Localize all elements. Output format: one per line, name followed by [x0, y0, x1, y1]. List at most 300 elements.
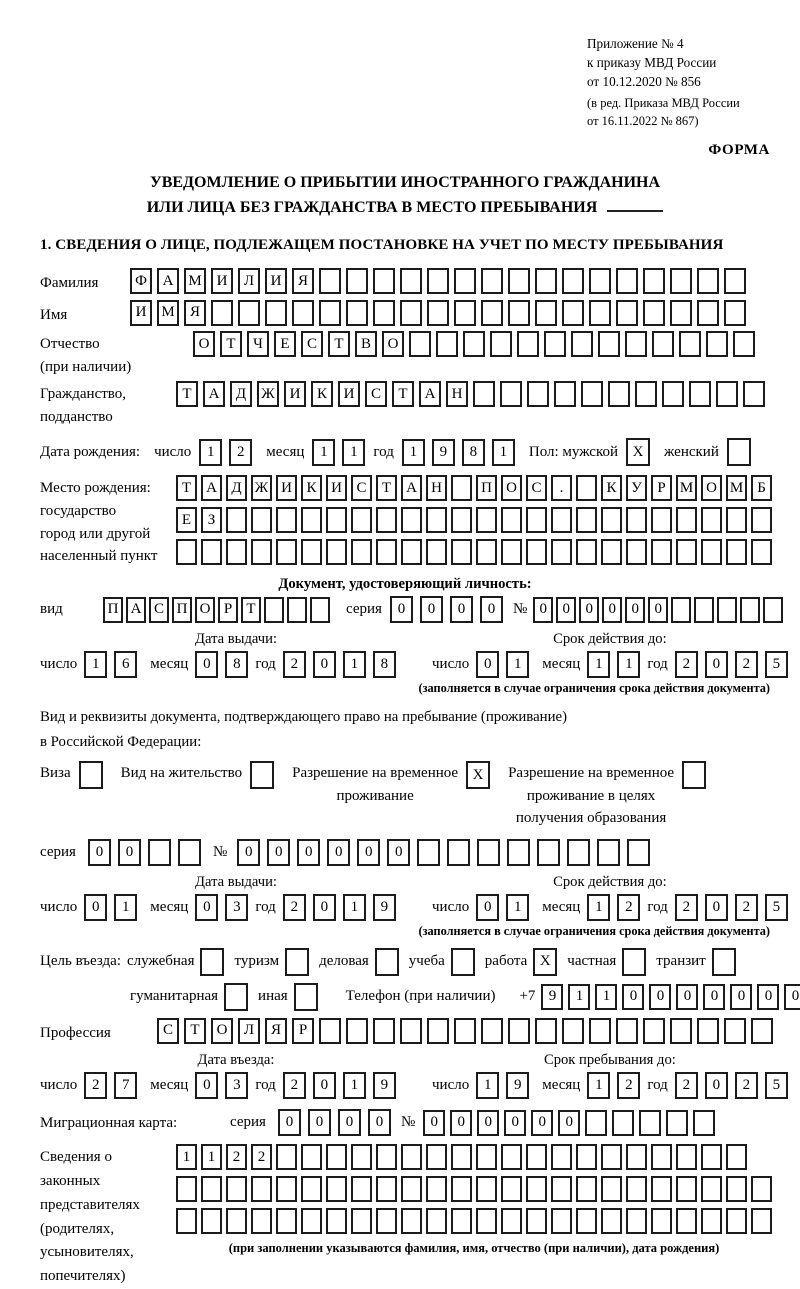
char-cell[interactable]: [616, 1018, 638, 1044]
purpose-transit-checkbox[interactable]: [712, 948, 736, 976]
char-cell[interactable]: [726, 1144, 747, 1170]
char-cell[interactable]: [676, 539, 697, 565]
char-cell[interactable]: Т: [328, 331, 350, 357]
char-cell[interactable]: [701, 1208, 722, 1234]
char-cell[interactable]: [426, 507, 447, 533]
char-cell[interactable]: Т: [176, 381, 198, 407]
char-cell[interactable]: 0: [476, 651, 499, 678]
char-cell[interactable]: 9: [432, 439, 455, 466]
purpose-business-checkbox[interactable]: [375, 948, 399, 976]
char-cell[interactable]: З: [201, 507, 222, 533]
char-cell[interactable]: 0: [297, 839, 320, 866]
char-cell[interactable]: [601, 507, 622, 533]
char-cell[interactable]: Д: [230, 381, 252, 407]
char-cell[interactable]: 5: [765, 651, 788, 678]
char-cell[interactable]: [589, 300, 611, 326]
char-cell[interactable]: [670, 1018, 692, 1044]
char-cell[interactable]: [726, 1176, 747, 1202]
char-cell[interactable]: [454, 268, 476, 294]
char-cell[interactable]: [427, 1018, 449, 1044]
char-cell[interactable]: [598, 331, 620, 357]
char-cell[interactable]: 1: [343, 1072, 366, 1099]
char-cell[interactable]: [351, 1176, 372, 1202]
char-cell[interactable]: [476, 1208, 497, 1234]
char-cell[interactable]: 0: [195, 894, 218, 921]
char-cell[interactable]: [276, 1208, 297, 1234]
char-cell[interactable]: 0: [705, 894, 728, 921]
char-cell[interactable]: [427, 268, 449, 294]
char-cell[interactable]: [517, 331, 539, 357]
char-cell[interactable]: [589, 1018, 611, 1044]
char-cell[interactable]: 0: [368, 1109, 391, 1136]
char-cell[interactable]: [576, 475, 597, 501]
char-cell[interactable]: [679, 331, 701, 357]
char-cell[interactable]: [400, 1018, 422, 1044]
char-cell[interactable]: [351, 1208, 372, 1234]
char-cell[interactable]: 9: [373, 894, 396, 921]
char-cell[interactable]: [576, 1144, 597, 1170]
char-cell[interactable]: [589, 268, 611, 294]
char-cell[interactable]: [427, 300, 449, 326]
char-cell[interactable]: Н: [426, 475, 447, 501]
char-cell[interactable]: 0: [118, 839, 141, 866]
char-cell[interactable]: [251, 1176, 272, 1202]
char-cell[interactable]: [426, 539, 447, 565]
char-cell[interactable]: [251, 507, 272, 533]
char-cell[interactable]: 2: [675, 1072, 698, 1099]
purpose-other-checkbox[interactable]: [294, 983, 318, 1011]
char-cell[interactable]: [643, 300, 665, 326]
char-cell[interactable]: С: [157, 1018, 179, 1044]
char-cell[interactable]: Т: [184, 1018, 206, 1044]
char-cell[interactable]: [226, 539, 247, 565]
char-cell[interactable]: [476, 507, 497, 533]
char-cell[interactable]: [319, 1018, 341, 1044]
char-cell[interactable]: П: [172, 597, 192, 623]
char-cell[interactable]: 8: [225, 651, 248, 678]
char-cell[interactable]: [751, 507, 772, 533]
char-cell[interactable]: [626, 507, 647, 533]
char-cell[interactable]: 0: [531, 1110, 553, 1136]
char-cell[interactable]: [301, 1208, 322, 1234]
char-cell[interactable]: 5: [765, 894, 788, 921]
char-cell[interactable]: [726, 1208, 747, 1234]
char-cell[interactable]: [351, 539, 372, 565]
char-cell[interactable]: 0: [327, 839, 350, 866]
char-cell[interactable]: У: [626, 475, 647, 501]
char-cell[interactable]: И: [265, 268, 287, 294]
char-cell[interactable]: 0: [84, 894, 107, 921]
char-cell[interactable]: [676, 1144, 697, 1170]
char-cell[interactable]: [670, 268, 692, 294]
char-cell[interactable]: 6: [114, 651, 137, 678]
char-cell[interactable]: [535, 300, 557, 326]
char-cell[interactable]: 1: [587, 894, 610, 921]
char-cell[interactable]: [651, 539, 672, 565]
char-cell[interactable]: [447, 839, 470, 866]
char-cell[interactable]: [326, 539, 347, 565]
char-cell[interactable]: Т: [392, 381, 414, 407]
char-cell[interactable]: [400, 268, 422, 294]
char-cell[interactable]: 2: [735, 1072, 758, 1099]
char-cell[interactable]: [376, 1144, 397, 1170]
char-cell[interactable]: 1: [506, 894, 529, 921]
char-cell[interactable]: [454, 300, 476, 326]
char-cell[interactable]: 0: [313, 651, 336, 678]
char-cell[interactable]: 0: [195, 651, 218, 678]
char-cell[interactable]: 8: [462, 439, 485, 466]
char-cell[interactable]: 9: [541, 984, 563, 1010]
char-cell[interactable]: М: [184, 268, 206, 294]
char-cell[interactable]: [251, 539, 272, 565]
char-cell[interactable]: [551, 539, 572, 565]
char-cell[interactable]: [716, 381, 738, 407]
temp-residence-education-checkbox[interactable]: [682, 761, 706, 789]
char-cell[interactable]: [276, 1176, 297, 1202]
char-cell[interactable]: [310, 597, 330, 623]
char-cell[interactable]: [476, 1144, 497, 1170]
char-cell[interactable]: Т: [176, 475, 197, 501]
char-cell[interactable]: А: [203, 381, 225, 407]
char-cell[interactable]: Р: [292, 1018, 314, 1044]
char-cell[interactable]: [301, 539, 322, 565]
char-cell[interactable]: Д: [226, 475, 247, 501]
char-cell[interactable]: [436, 331, 458, 357]
char-cell[interactable]: 0: [450, 596, 473, 623]
char-cell[interactable]: Я: [184, 300, 206, 326]
char-cell[interactable]: 5: [765, 1072, 788, 1099]
char-cell[interactable]: [508, 300, 530, 326]
char-cell[interactable]: Ф: [130, 268, 152, 294]
char-cell[interactable]: [346, 268, 368, 294]
char-cell[interactable]: [481, 268, 503, 294]
char-cell[interactable]: [701, 1176, 722, 1202]
char-cell[interactable]: [601, 1208, 622, 1234]
char-cell[interactable]: .: [551, 475, 572, 501]
purpose-private-checkbox[interactable]: [622, 948, 646, 976]
char-cell[interactable]: [373, 1018, 395, 1044]
char-cell[interactable]: Е: [274, 331, 296, 357]
char-cell[interactable]: [697, 300, 719, 326]
char-cell[interactable]: 1: [84, 651, 107, 678]
char-cell[interactable]: [346, 1018, 368, 1044]
char-cell[interactable]: С: [301, 331, 323, 357]
char-cell[interactable]: К: [311, 381, 333, 407]
char-cell[interactable]: 0: [705, 651, 728, 678]
char-cell[interactable]: [526, 507, 547, 533]
char-cell[interactable]: 2: [283, 651, 306, 678]
char-cell[interactable]: 0: [195, 1072, 218, 1099]
char-cell[interactable]: [501, 1208, 522, 1234]
char-cell[interactable]: [201, 539, 222, 565]
char-cell[interactable]: 0: [649, 984, 671, 1010]
residence-permit-checkbox[interactable]: [250, 761, 274, 789]
char-cell[interactable]: [238, 300, 260, 326]
char-cell[interactable]: [551, 1176, 572, 1202]
char-cell[interactable]: [576, 507, 597, 533]
char-cell[interactable]: 0: [480, 596, 503, 623]
char-cell[interactable]: [612, 1110, 634, 1136]
char-cell[interactable]: 0: [648, 597, 668, 623]
char-cell[interactable]: Т: [376, 475, 397, 501]
char-cell[interactable]: [576, 1208, 597, 1234]
char-cell[interactable]: [763, 597, 783, 623]
char-cell[interactable]: 8: [373, 651, 396, 678]
char-cell[interactable]: 0: [313, 1072, 336, 1099]
char-cell[interactable]: [717, 597, 737, 623]
char-cell[interactable]: [626, 1176, 647, 1202]
temp-residence-checkbox[interactable]: X: [466, 761, 490, 789]
char-cell[interactable]: [651, 1208, 672, 1234]
char-cell[interactable]: 1: [402, 439, 425, 466]
char-cell[interactable]: [585, 1110, 607, 1136]
char-cell[interactable]: [451, 475, 472, 501]
char-cell[interactable]: [476, 1176, 497, 1202]
char-cell[interactable]: [178, 839, 201, 866]
char-cell[interactable]: [676, 1208, 697, 1234]
char-cell[interactable]: 1: [568, 984, 590, 1010]
char-cell[interactable]: 1: [201, 1144, 222, 1170]
char-cell[interactable]: [751, 1018, 773, 1044]
char-cell[interactable]: К: [301, 475, 322, 501]
char-cell[interactable]: 0: [423, 1110, 445, 1136]
char-cell[interactable]: 0: [308, 1109, 331, 1136]
char-cell[interactable]: [743, 381, 765, 407]
sex-female-checkbox[interactable]: [727, 438, 751, 466]
char-cell[interactable]: [326, 1176, 347, 1202]
char-cell[interactable]: 1: [492, 439, 515, 466]
char-cell[interactable]: [211, 300, 233, 326]
char-cell[interactable]: 0: [730, 984, 752, 1010]
char-cell[interactable]: Н: [446, 381, 468, 407]
char-cell[interactable]: М: [676, 475, 697, 501]
char-cell[interactable]: [597, 839, 620, 866]
char-cell[interactable]: 1: [506, 651, 529, 678]
char-cell[interactable]: [643, 1018, 665, 1044]
char-cell[interactable]: [477, 839, 500, 866]
char-cell[interactable]: 2: [617, 1072, 640, 1099]
char-cell[interactable]: [490, 331, 512, 357]
char-cell[interactable]: Е: [176, 507, 197, 533]
char-cell[interactable]: 1: [343, 651, 366, 678]
char-cell[interactable]: [535, 1018, 557, 1044]
char-cell[interactable]: [694, 597, 714, 623]
char-cell[interactable]: [676, 507, 697, 533]
char-cell[interactable]: [751, 1208, 772, 1234]
char-cell[interactable]: [451, 539, 472, 565]
char-cell[interactable]: 0: [390, 596, 413, 623]
char-cell[interactable]: [201, 1208, 222, 1234]
char-cell[interactable]: [201, 1176, 222, 1202]
char-cell[interactable]: Я: [265, 1018, 287, 1044]
char-cell[interactable]: [426, 1208, 447, 1234]
char-cell[interactable]: И: [326, 475, 347, 501]
char-cell[interactable]: 0: [477, 1110, 499, 1136]
char-cell[interactable]: Л: [238, 268, 260, 294]
visa-checkbox[interactable]: [79, 761, 103, 789]
char-cell[interactable]: [401, 539, 422, 565]
char-cell[interactable]: [276, 1144, 297, 1170]
char-cell[interactable]: [651, 1144, 672, 1170]
char-cell[interactable]: 0: [267, 839, 290, 866]
char-cell[interactable]: [626, 539, 647, 565]
char-cell[interactable]: [724, 268, 746, 294]
char-cell[interactable]: [562, 300, 584, 326]
char-cell[interactable]: [451, 1208, 472, 1234]
char-cell[interactable]: Т: [220, 331, 242, 357]
char-cell[interactable]: [551, 1208, 572, 1234]
char-cell[interactable]: И: [130, 300, 152, 326]
char-cell[interactable]: [417, 839, 440, 866]
purpose-study-checkbox[interactable]: [451, 948, 475, 976]
char-cell[interactable]: [501, 507, 522, 533]
char-cell[interactable]: [176, 1176, 197, 1202]
char-cell[interactable]: 2: [84, 1072, 107, 1099]
char-cell[interactable]: [265, 300, 287, 326]
char-cell[interactable]: И: [276, 475, 297, 501]
char-cell[interactable]: 0: [357, 839, 380, 866]
char-cell[interactable]: [740, 597, 760, 623]
char-cell[interactable]: [264, 597, 284, 623]
char-cell[interactable]: [706, 331, 728, 357]
char-cell[interactable]: 2: [617, 894, 640, 921]
char-cell[interactable]: [626, 1208, 647, 1234]
char-cell[interactable]: [326, 1208, 347, 1234]
char-cell[interactable]: [401, 1208, 422, 1234]
char-cell[interactable]: [608, 381, 630, 407]
char-cell[interactable]: 0: [278, 1109, 301, 1136]
char-cell[interactable]: [701, 539, 722, 565]
char-cell[interactable]: [751, 1176, 772, 1202]
char-cell[interactable]: [319, 300, 341, 326]
char-cell[interactable]: Ж: [251, 475, 272, 501]
char-cell[interactable]: 1: [342, 439, 365, 466]
char-cell[interactable]: [176, 1208, 197, 1234]
char-cell[interactable]: 0: [504, 1110, 526, 1136]
char-cell[interactable]: С: [351, 475, 372, 501]
char-cell[interactable]: [526, 1208, 547, 1234]
char-cell[interactable]: [451, 1144, 472, 1170]
char-cell[interactable]: 3: [225, 1072, 248, 1099]
char-cell[interactable]: [507, 839, 530, 866]
char-cell[interactable]: 1: [595, 984, 617, 1010]
char-cell[interactable]: [666, 1110, 688, 1136]
char-cell[interactable]: О: [701, 475, 722, 501]
char-cell[interactable]: [526, 539, 547, 565]
char-cell[interactable]: [451, 507, 472, 533]
char-cell[interactable]: А: [401, 475, 422, 501]
char-cell[interactable]: [625, 331, 647, 357]
char-cell[interactable]: 2: [283, 1072, 306, 1099]
char-cell[interactable]: [671, 597, 691, 623]
char-cell[interactable]: 0: [420, 596, 443, 623]
char-cell[interactable]: О: [501, 475, 522, 501]
char-cell[interactable]: 0: [558, 1110, 580, 1136]
char-cell[interactable]: 0: [622, 984, 644, 1010]
char-cell[interactable]: [601, 1144, 622, 1170]
char-cell[interactable]: [701, 507, 722, 533]
char-cell[interactable]: 0: [703, 984, 725, 1010]
char-cell[interactable]: [576, 539, 597, 565]
char-cell[interactable]: К: [601, 475, 622, 501]
char-cell[interactable]: 1: [587, 1072, 610, 1099]
char-cell[interactable]: [662, 381, 684, 407]
char-cell[interactable]: С: [526, 475, 547, 501]
char-cell[interactable]: [401, 1176, 422, 1202]
char-cell[interactable]: [643, 268, 665, 294]
char-cell[interactable]: [652, 331, 674, 357]
purpose-work-checkbox[interactable]: X: [533, 948, 557, 976]
char-cell[interactable]: [601, 1176, 622, 1202]
char-cell[interactable]: 2: [226, 1144, 247, 1170]
char-cell[interactable]: [226, 1208, 247, 1234]
purpose-humanitarian-checkbox[interactable]: [224, 983, 248, 1011]
char-cell[interactable]: [751, 539, 772, 565]
char-cell[interactable]: [551, 507, 572, 533]
char-cell[interactable]: Т: [241, 597, 261, 623]
char-cell[interactable]: [616, 268, 638, 294]
char-cell[interactable]: [463, 331, 485, 357]
char-cell[interactable]: 1: [176, 1144, 197, 1170]
char-cell[interactable]: [376, 539, 397, 565]
char-cell[interactable]: 0: [237, 839, 260, 866]
char-cell[interactable]: [351, 507, 372, 533]
char-cell[interactable]: И: [338, 381, 360, 407]
char-cell[interactable]: И: [284, 381, 306, 407]
char-cell[interactable]: [481, 1018, 503, 1044]
char-cell[interactable]: 0: [784, 984, 800, 1010]
char-cell[interactable]: [376, 1176, 397, 1202]
char-cell[interactable]: [670, 300, 692, 326]
char-cell[interactable]: [639, 1110, 661, 1136]
char-cell[interactable]: [301, 507, 322, 533]
char-cell[interactable]: [326, 507, 347, 533]
char-cell[interactable]: 0: [533, 597, 553, 623]
purpose-official-checkbox[interactable]: [200, 948, 224, 976]
char-cell[interactable]: 9: [373, 1072, 396, 1099]
char-cell[interactable]: [544, 331, 566, 357]
char-cell[interactable]: [501, 1144, 522, 1170]
char-cell[interactable]: [551, 1144, 572, 1170]
char-cell[interactable]: Р: [218, 597, 238, 623]
char-cell[interactable]: 0: [476, 894, 499, 921]
char-cell[interactable]: [508, 268, 530, 294]
char-cell[interactable]: [476, 539, 497, 565]
char-cell[interactable]: 0: [387, 839, 410, 866]
char-cell[interactable]: [697, 268, 719, 294]
char-cell[interactable]: Я: [292, 268, 314, 294]
char-cell[interactable]: 7: [114, 1072, 137, 1099]
char-cell[interactable]: [726, 539, 747, 565]
char-cell[interactable]: [400, 300, 422, 326]
char-cell[interactable]: 0: [579, 597, 599, 623]
char-cell[interactable]: [276, 539, 297, 565]
char-cell[interactable]: [526, 1144, 547, 1170]
char-cell[interactable]: [581, 381, 603, 407]
char-cell[interactable]: Ж: [257, 381, 279, 407]
char-cell[interactable]: Л: [238, 1018, 260, 1044]
char-cell[interactable]: [226, 507, 247, 533]
char-cell[interactable]: [346, 300, 368, 326]
char-cell[interactable]: 0: [602, 597, 622, 623]
char-cell[interactable]: [616, 300, 638, 326]
char-cell[interactable]: [726, 507, 747, 533]
char-cell[interactable]: [508, 1018, 530, 1044]
char-cell[interactable]: [454, 1018, 476, 1044]
char-cell[interactable]: [697, 1018, 719, 1044]
char-cell[interactable]: 3: [225, 894, 248, 921]
char-cell[interactable]: 1: [617, 651, 640, 678]
